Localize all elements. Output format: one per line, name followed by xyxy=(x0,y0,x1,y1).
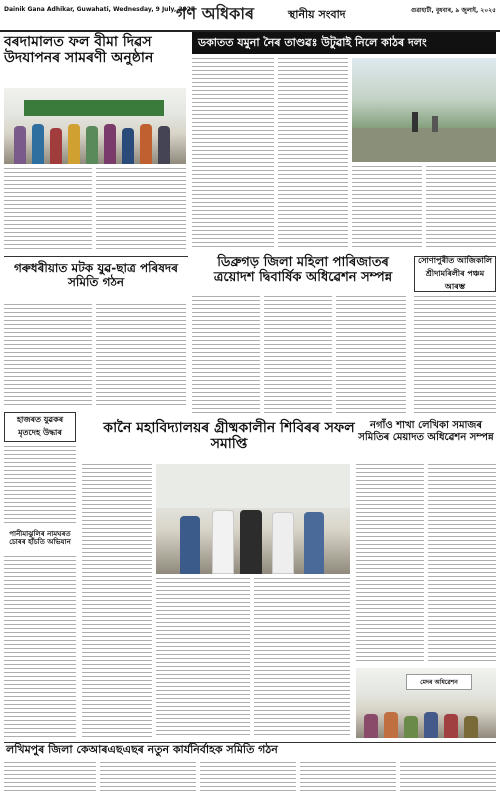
text-kanoi-col3 xyxy=(254,578,350,738)
text-dakait-col3 xyxy=(352,166,422,248)
text-hazarat xyxy=(4,446,76,526)
text-mahila-col3 xyxy=(336,296,406,414)
text-lakhimpur-col4 xyxy=(300,762,396,794)
text-yuba-col1 xyxy=(4,304,92,408)
text-mahila-col1 xyxy=(192,296,260,414)
text-dakait-col1 xyxy=(192,58,274,248)
text-lakhimpur-col5 xyxy=(400,762,496,794)
event-banner xyxy=(24,100,164,116)
photo-river-bridge xyxy=(352,58,496,162)
text-lekhika-col2 xyxy=(428,464,496,664)
text-lakhimpur-col3 xyxy=(200,762,296,794)
headline-kanoi: কানৈ মহাবিদ্যালয়ৰ গ্ৰীষ্মকালীন শিবিৰৰ সফল সমাপ্তি xyxy=(103,420,355,453)
text-kanoi-col1 xyxy=(82,464,152,738)
headline-yuba: গৰুধৰীয়াত মটক যুৱ-ছাত্ৰ পৰিষদৰ সমিতি গঠন xyxy=(14,261,178,289)
headline-hazarat: হাজৰত যুৱকৰ মৃতদেহ উদ্ধাৰ xyxy=(4,412,76,442)
headline-mahila: ডিব্ৰুগড় জিলা মহিলা পাৰিজাতৰ ত্ৰয়োদশ দ্বিবাৰ্ষিক অধিৱেশন সম্পন্ন xyxy=(213,255,393,285)
headline-sonapur: সোণাপুৰীত আজিকালি শ্ৰীদামৰিলীৰ পঞ্চম আৰম্ভ xyxy=(414,256,496,292)
headline-lakhimpur: লখিমপুৰ জিলা কেআৰএছএছৰ নতুন কাৰ্যনিৰ্বাহক সমিতি গঠন xyxy=(6,743,278,756)
photo-lekhika-meeting xyxy=(356,668,496,738)
photo-bima-event xyxy=(4,88,186,164)
text-pani xyxy=(4,556,76,738)
text-bima-col1 xyxy=(4,168,92,252)
masthead xyxy=(0,0,500,32)
text-yuba-col2 xyxy=(96,304,186,408)
headline-dakait: ডকাতত যমুনা নৈৰ তাণ্ডৱঃ উটুৱাই নিলে কাঠৰ দলং xyxy=(192,32,496,54)
headline-pani: পানীমাঝুলিৰ নামঘৰত চোৰৰ হাঁচতি অভিযান xyxy=(9,530,71,547)
section-label: স্থানীয় সংবাদ xyxy=(288,8,346,21)
text-kanoi-col2 xyxy=(156,578,250,738)
meeting-banner: মেদৰ অধিৱেশন xyxy=(406,674,472,690)
text-mahila-col2 xyxy=(264,296,332,414)
headline-lekhika: নগাঁও শাখা লেখিকা সমাজৰ সমিতিৰ মেয়াদত অধিৱেশন সম্পন্ন xyxy=(358,420,494,443)
text-bima-col2 xyxy=(96,168,186,252)
text-lakhimpur-col2 xyxy=(100,762,196,794)
masthead-title: গণ অধিকাৰ xyxy=(176,4,254,23)
text-dakait-col2 xyxy=(278,58,348,248)
text-lekhika-col1 xyxy=(356,464,424,664)
photo-kanoi-ceremony xyxy=(156,464,350,574)
divider xyxy=(4,256,188,257)
masthead-dateline: Dainik Gana Adhikar, Guwahati, Wednesday, 9 July, 2025 xyxy=(4,6,196,13)
text-dakait-col4 xyxy=(426,166,496,248)
headline-bima: বৰদামালত ফল বীমা দিৱস উদযাপনৰ সামৰণী অনুষ্ঠান xyxy=(4,34,154,67)
masthead-date-right: গুৱাহাটী, বুধবাৰ, ৯ জুলাই, ২০২৫ xyxy=(411,7,496,14)
text-lakhimpur-col1 xyxy=(4,762,96,794)
text-sonapur xyxy=(414,296,496,414)
